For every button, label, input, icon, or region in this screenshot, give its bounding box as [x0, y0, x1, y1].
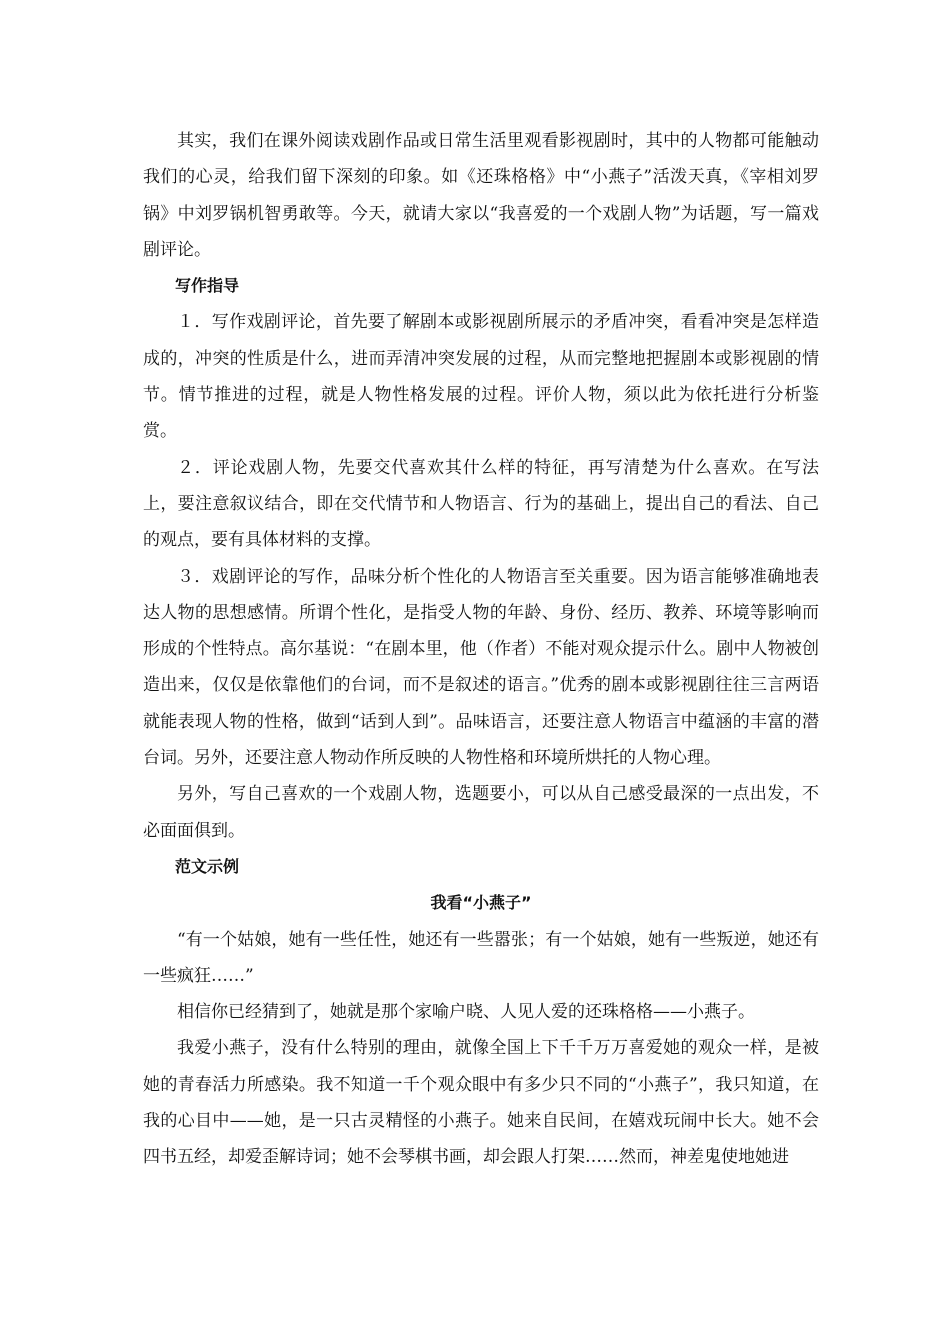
essay-title: 我看“小燕子” — [430, 893, 532, 913]
guide-extra-paragraph: 另外，写自己喜欢的一个戏剧人物，选题要小，可以从自己感受最深的一点出发，不必面面俱到。 — [143, 784, 819, 841]
intro-paragraph: 其实，我们在课外阅读戏剧作品或日常生活里观看影视剧时，其中的人物都可能触动我们的心灵，给我们留下深刻的印象。如《还珠格格》中“小燕子”活泼天真，《宰相刘罗锅》中刘罗锅机智勇敢等。今天，就请大家以“我喜爱的一个戏剧人物”为话题，写一篇戏剧评论。 — [143, 131, 819, 260]
essay-paragraph-2: 相信你已经猜到了，她就是那个家喻户晓、人见人爱的还珠格格——小燕子。 — [177, 1002, 755, 1023]
guide-point-3: ３．戏剧评论的写作，品味分析个性化的人物语言至关重要。因为语言能够准确地表达人物的思想感情。所谓个性化，是指受人物的年龄、身份、经历、教养、环境等影响而形成的个性特点。高尔基说：“在剧本里，他（作者）不能对观众提示什么。剧中人物被创造出来，仅仅是依靠他们的台词，而不是叙述的语言。”优秀的剧本或影视剧往往三言两语就能表现人物的性格，做到“话到人到”。品味语言，还要注意人物语言中蕴涵的丰富的潜台词。另外，还要注意人物动作所反映的人物性格和环境所烘托的人物心理。 — [143, 566, 819, 769]
guide-point-1: １．写作戏剧评论，首先要了解剧本或影视剧所展示的矛盾冲突，看看冲突是怎样造成的，冲突的性质是什么，进而弄清冲突发展的过程，从而完整地把握剧本或影视剧的情节。情节推进的过程，就是人物性格发展的过程。评价人物，须以此为依托进行分析鉴赏。 — [143, 312, 819, 442]
guide-point-2: ２．评论戏剧人物，先要交代喜欢其什么样的特征，再写清楚为什么喜欢。在写法上，要注意叙议结合，即在交代情节和人物语言、行为的基础上，提出自己的看法、自己的观点，要有具体材料的支撑。 — [143, 457, 819, 551]
writing-guide-heading: 写作指导 — [175, 276, 240, 296]
essay-paragraph-1: “有一个姑娘，她有一些任性，她还有一些嚣张；有一个姑娘，她有一些叛逆，她还有一些疯狂……” — [143, 929, 819, 986]
example-heading: 范文示例 — [175, 856, 240, 876]
document-page — [143, 123, 819, 1176]
essay-paragraph-3: 我爱小燕子，没有什么特别的理由，就像全国上下千千万万喜爱她的观众一样，是被她的青春活力所感染。我不知道一千个观众眼中有多少只不同的“小燕子”，我只知道，在我的心目中——她，是一只古灵精怪的小燕子。她来自民间，在嬉戏玩闹中长大。她不会四书五经，却爱歪解诗词；她不会琴棋书画，却会跟人打架……然而，神差鬼使地她进 — [143, 1038, 819, 1168]
